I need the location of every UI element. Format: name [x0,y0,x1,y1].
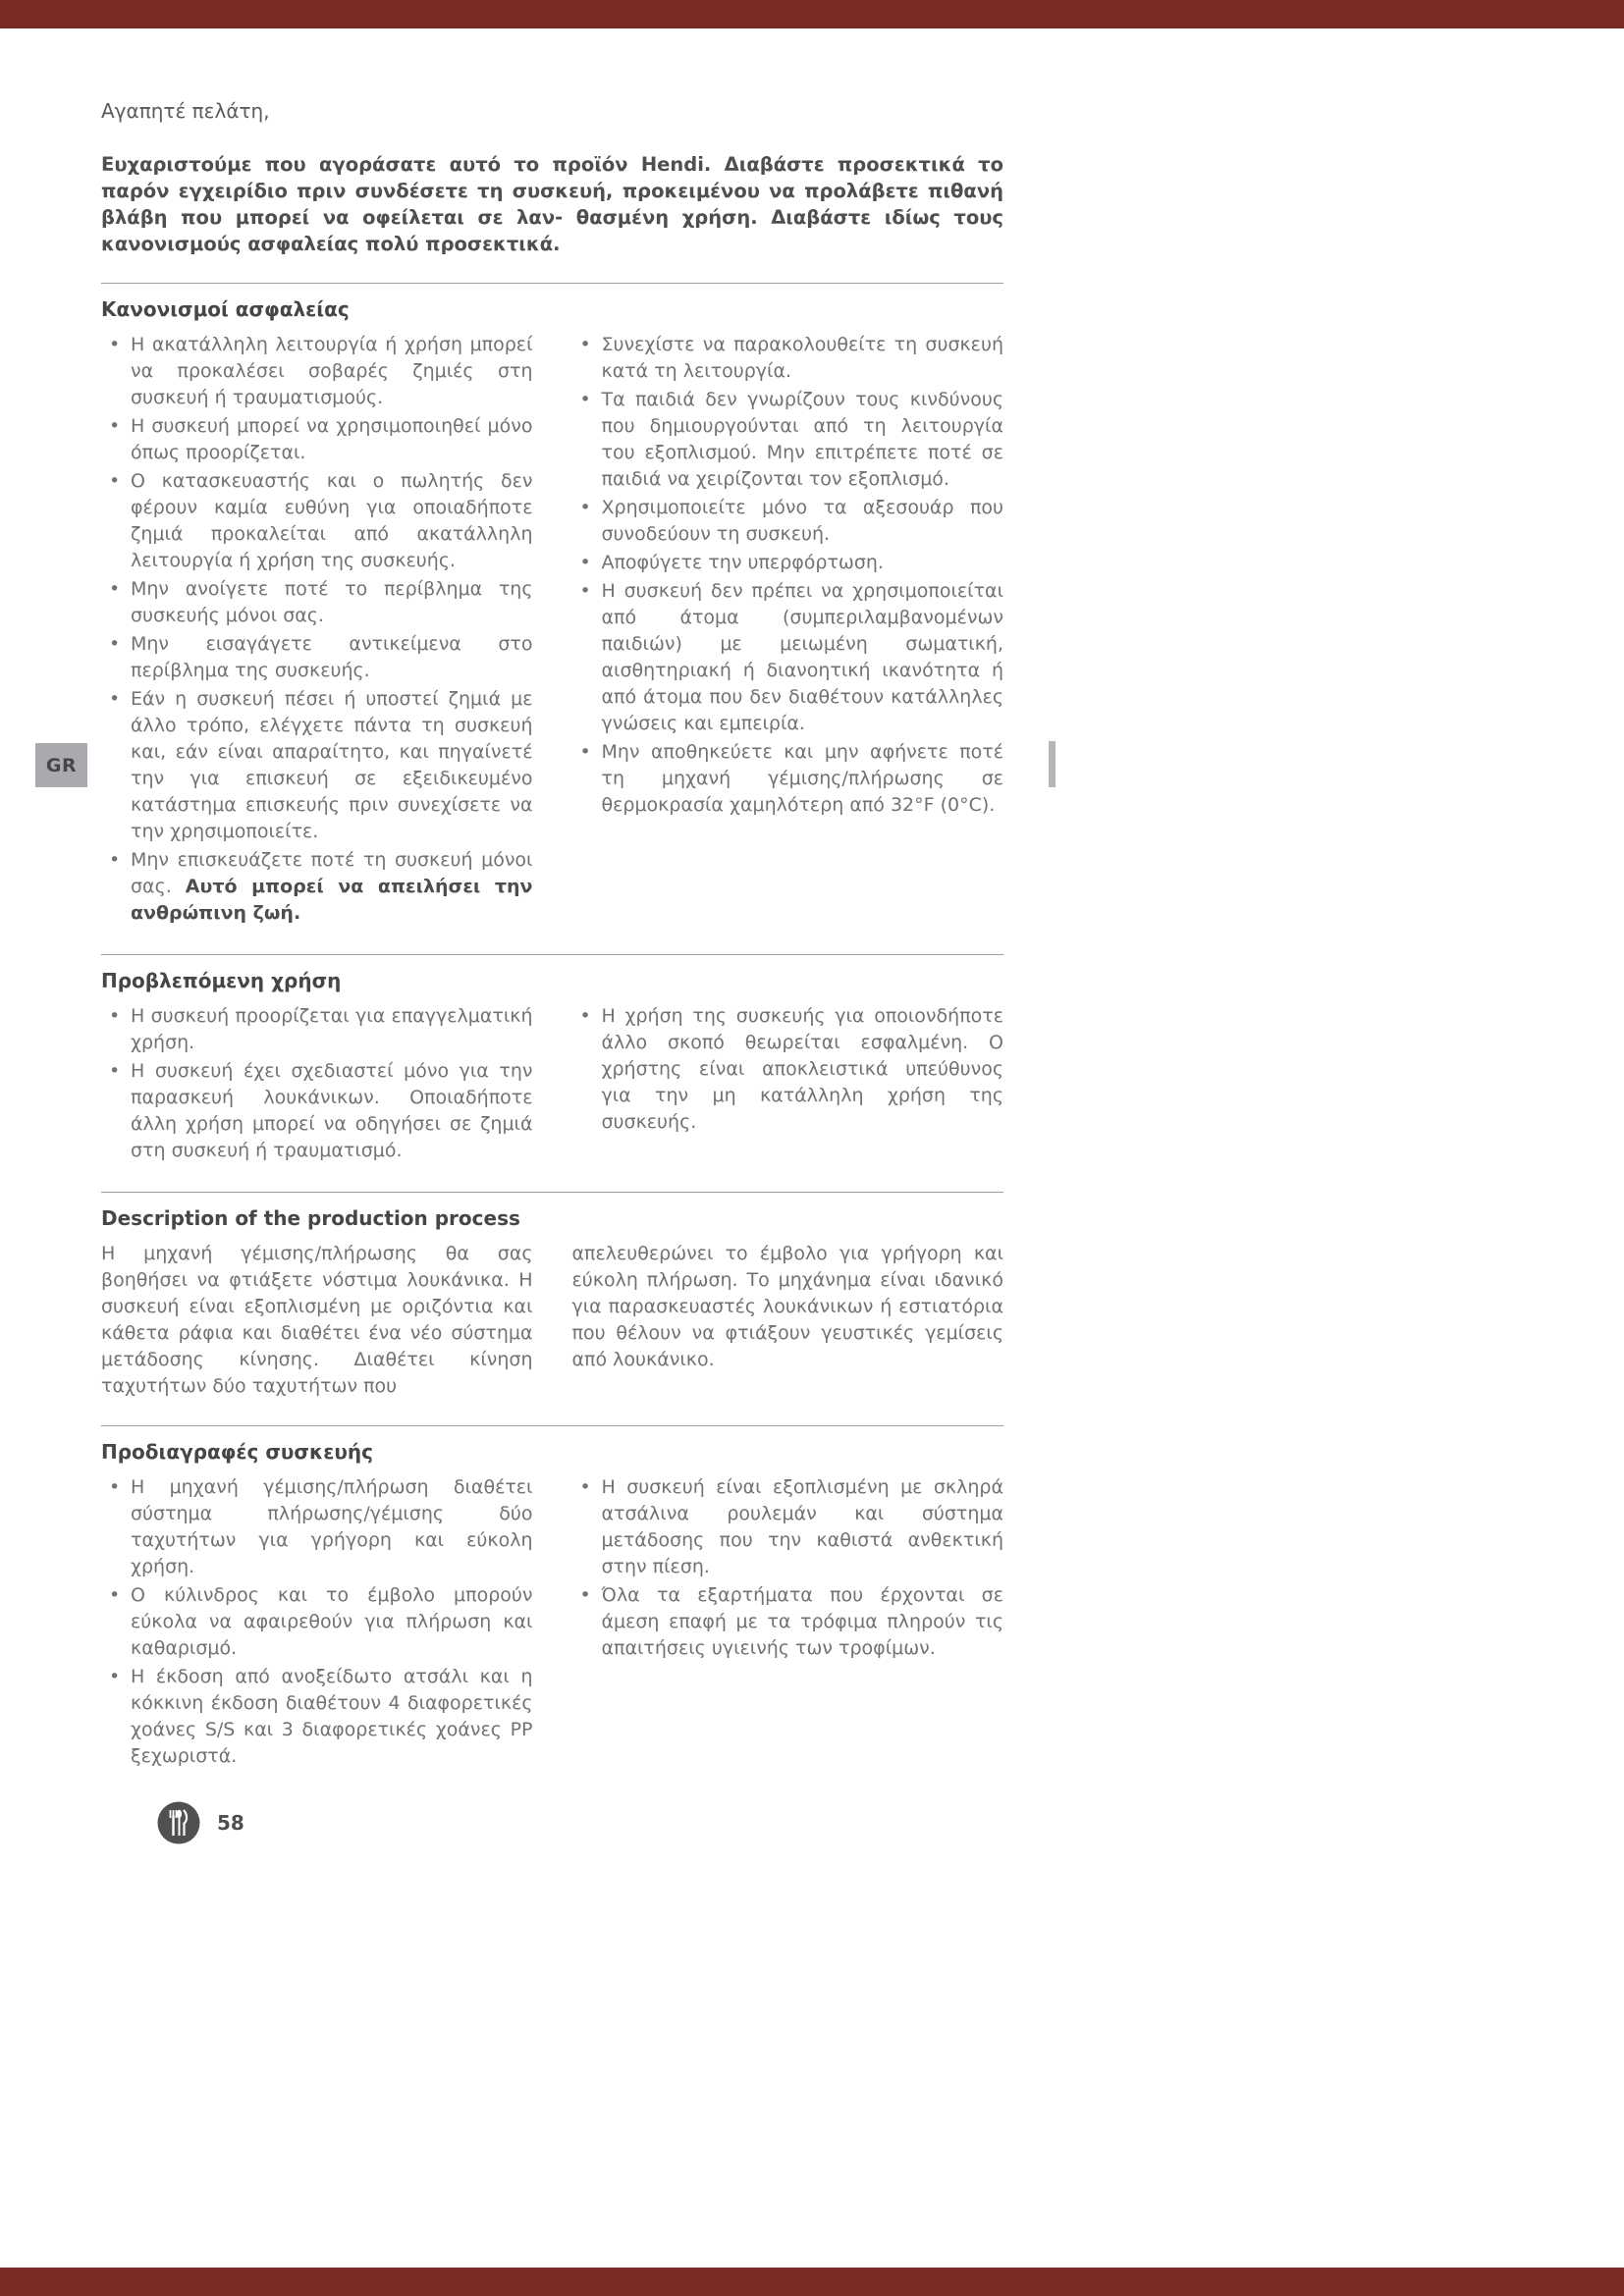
bullet-item: • Η συσκευή προορίζεται για επαγγελματική χρήση. [101,1003,533,1056]
intro-paragraph: Ευχαριστούμε που αγοράσατε αυτό το προϊόν Hendi. Διαβάστε προσεκτικά το παρόν εγχειρίδιο πριν συνδέσετε τη συσκευή, προκειμένου να προλάβετε πιθανή βλάβη που μπορεί να οφείλεται σε λαν- θασμένη χρήση. Διαβάστε ιδίως τους κανονισμούς ασφαλείας πολύ προσεκτικά. [101,153,1003,255]
bullet-item: • Συνεχίστε να παρακολουθείτε τη συσκευή κατά τη λειτουργία. [572,332,1004,385]
right-edge-marker [1049,741,1056,787]
bullet-item: • Μην επισκευάζετε ποτέ τη συσκευή μόνοι σας. Αυτό μπορεί να απειλήσει την ανθρώπινη ζωή. [101,847,533,927]
specs-list-right [572,1474,1004,1664]
bullet-item: • Η συσκευή είναι εξοπλισμένη με σκληρά ατσάλινα ρουλεμάν και σύστημα μετάδοσης που την καθιστά ανθεκτική στην πίεση. [572,1474,1004,1580]
bullet-item: • Μην αποθηκεύετε και μην αφήνετε ποτέ τη μηχανή γέμισης/πλήρωσης σε θερμοκρασία χαμηλότερη από 32°F (0°C). [572,739,1004,819]
bullet-item: • Τα παιδιά δεν γνωρίζουν τους κινδύνους που δημιουργούνται από τη λειτουργία του εξοπλισμού. Μην επιτρέπετε ποτέ σε παιδιά να χειρίζονται τον εξοπλισμό. [572,387,1004,493]
page-number: 58 [217,1810,244,1835]
bullet-item: • Ο κύλινδρος και το έμβολο μπορούν εύκολα να αφαιρεθούν για πλήρωση και καθαρισμό. [101,1582,533,1662]
bullet-item: • Η μηχανή γέμισης/πλήρωση διαθέτει σύστημα πλήρωσης/γέμισης δύο ταχυτήτων για γρήγορη και εύκολη χρήση. [101,1474,533,1580]
section-divider [101,954,1003,955]
specs-list-left [101,1474,533,1772]
language-tab [35,743,87,787]
bullet-item: • Μην ανοίγετε ποτέ το περίβλημα της συσκευής μόνοι σας. [101,576,533,629]
language-tab-label: GR [45,754,78,776]
bullet-item: • Μην εισαγάγετε αντικείμενα στο περίβλημα της συσκευής. [101,631,533,684]
section-divider [101,1192,1003,1193]
bullet-item: • Η συσκευή έχει σχεδιαστεί μόνο για την παρασκευή λουκάνικων. Οποιαδήποτε άλλη χρήση μπορεί να οδηγήσει σε ζημιά στη συσκευή ή τραυματισμό. [101,1058,533,1164]
bullet-item: • Όλα τα εξαρτήματα που έρχονται σε άμεση επαφή με τα τρόφιμα πληρούν τις απαιτήσεις υγιεινής των τροφίμων. [572,1582,1004,1662]
bullet-item: • Η έκδοση από ανοξείδωτο ατσάλι και η κόκκινη έκδοση διαθέτουν 4 διαφορετικές χοάνες S/S και 3 διαφορετικές χοάνες PP ξεχωριστά. [101,1664,533,1770]
bullet-item: • Χρησιμοποιείτε μόνο τα αξεσουάρ που συνοδεύουν τη συσκευή. [572,495,1004,548]
section-title-specs: Προδιαγραφές συσκευής [101,1440,373,1464]
production-columns [101,1241,1003,1400]
bullet-item: • Εάν η συσκευή πέσει ή υποστεί ζημιά με άλλο τρόπο, ελέγχετε πάντα τη συσκευή και, εάν είναι απαραίτητο, και πηγαίνετέ την για επισκευή σε εξειδικευμένο κατάστημα επισκευής πριν συνεχίσετε να την χρησιμοποιείτε. [101,686,533,845]
cutlery-icon [157,1801,200,1844]
bullet-item: • Η χρήση της συσκευής για οποιονδήποτε άλλο σκοπό θεωρείται εσφαλμένη. Ο χρήστης είναι αποκλειστικά υπεύθυνος για την μη κατάλληλη χρήση της συσκευής. [572,1003,1004,1136]
safety-list-right [572,332,1004,821]
page-content [101,0,1003,1844]
bullet-item: • Αποφύγετε την υπερφόρτωση. [572,550,1004,576]
intended-use-list-right [572,1003,1004,1138]
specs-columns [101,1474,1003,1772]
page-footer [157,1801,1003,1844]
section-title-production: Description of the production process [101,1206,520,1230]
section-specs [101,1425,1003,1772]
section-safety [101,283,1003,929]
section-intended-use [101,954,1003,1166]
safety-columns [101,332,1003,929]
bullet-item: • Ο κατασκευαστής και ο πωλητής δεν φέρουν καμία ευθύνη για οποιαδήποτε ζημιά προκαλείται από ακατάλληλη λειτουργία ή χρήση της συσκευής. [101,468,533,574]
intended-use-columns [101,1003,1003,1166]
bullet-item: • Η ακατάλληλη λειτουργία ή χρήση μπορεί να προκαλέσει σοβαρές ζημιές στη συσκευή ή τραυματισμούς. [101,332,533,411]
production-paragraph-left: Η μηχανή γέμισης/πλήρωσης θα σας βοηθήσει να φτιάξετε νόστιμα λουκάνικα. Η συσκευή είναι εξοπλισμένη με οριζόντια και κάθετα ράφια και διαθέτει ένα νέο σύστημα μετάδοσης κίνησης. Διαθέτει κίνηση ταχυτήτων δύο ταχυτήτων που [101,1243,533,1397]
section-title-intended-use: Προβλεπόμενη χρήση [101,969,342,992]
section-divider [101,283,1003,284]
bottom-color-bar [0,2268,1624,2296]
bullet-item: • Η συσκευή μπορεί να χρησιμοποιηθεί μόνο όπως προορίζεται. [101,413,533,466]
bullet-item: • Η συσκευή δεν πρέπει να χρησιμοποιείται από άτομα (συμπεριλαμβανομένων παιδιών) με μειωμένη σωματική, αισθητηριακή ή διανοητική ικανότητα ή από άτομα που δεν διαθέτουν κατάλληλες γνώσεις και εμπειρία. [572,578,1004,737]
section-production [101,1192,1003,1400]
section-title-safety: Κανονισμοί ασφαλείας [101,297,350,321]
intended-use-list-left [101,1003,533,1166]
safety-list-left [101,332,533,929]
section-divider [101,1425,1003,1426]
greeting: Αγαπητέ πελάτη, [101,99,270,123]
production-paragraph-right: απελευθερώνει το έμβολο για γρήγορη και εύκολη πλήρωση. Το μηχάνημα είναι ιδανικό για παρασκευαστές λουκάνικων ή εστιατόρια που θέλουν να φτιάξουν γευστικές γεμίσεις από λουκάνικο. [571,1243,1003,1370]
